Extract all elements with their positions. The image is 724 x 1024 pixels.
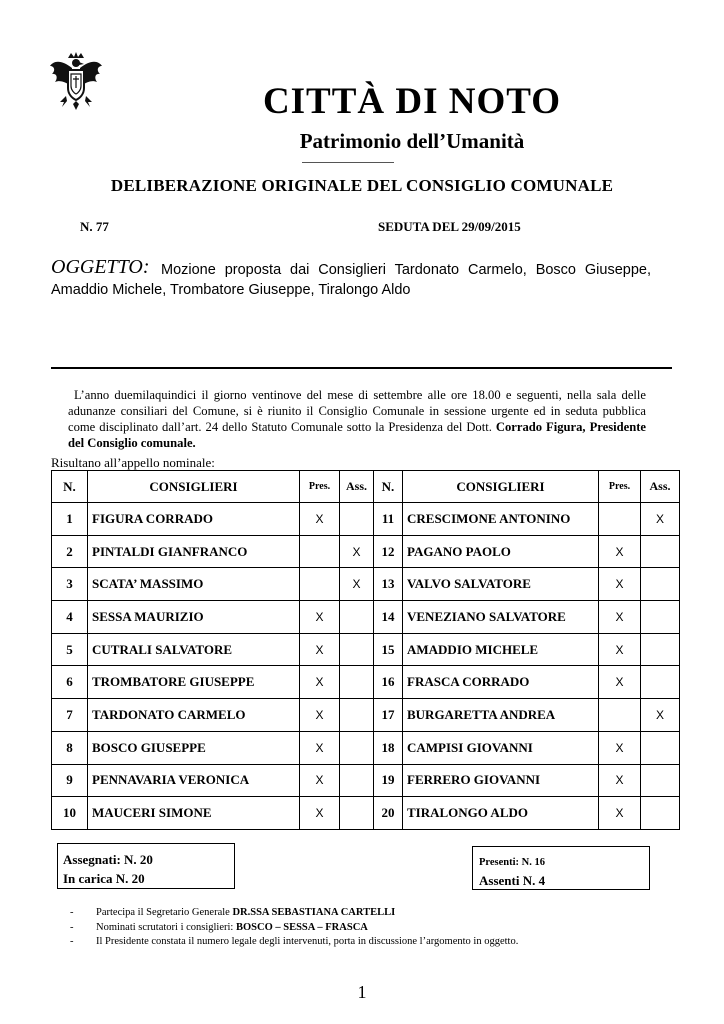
present-mark: X: [599, 633, 641, 666]
present-count: Presenti: N. 16: [479, 857, 545, 868]
present-mark: X: [300, 503, 340, 536]
absent-mark: X: [340, 568, 374, 601]
councillor-name: TIRALONGO ALDO: [403, 797, 599, 830]
intro-paragraph: [68, 387, 646, 451]
title-divider: [302, 162, 394, 163]
list-item: - Il Presidente constata il numero legale degli intervenuti, porta in discussione l’argomento in oggetto.: [70, 936, 519, 947]
present-mark: X: [300, 731, 340, 764]
subject-text: Mozione proposta dai Consiglieri Tardonato Carmelo, Bosco Giuseppe, Amaddio Michele, Trombatore Giuseppe, Tiralongo Aldo: [51, 262, 651, 298]
table-row: [52, 699, 680, 732]
present-mark: [300, 535, 340, 568]
header-present: Pres.: [599, 471, 641, 503]
councillor-name: AMADDIO MICHELE: [403, 633, 599, 666]
present-mark: X: [300, 633, 340, 666]
councillor-name: CRESCIMONE ANTONINO: [403, 503, 599, 536]
present-mark: X: [300, 601, 340, 634]
header-present: Pres.: [300, 471, 340, 503]
council-attendance-table: [51, 470, 680, 830]
table-row: [52, 568, 680, 601]
header-number: N.: [374, 471, 403, 503]
councillor-name: VENEZIANO SALVATORE: [403, 601, 599, 634]
header-councillor: CONSIGLIERI: [88, 471, 300, 503]
assigned-count: Assegnati: N. 20: [63, 852, 153, 867]
councillor-number: 13: [374, 568, 403, 601]
absent-mark: [641, 666, 680, 699]
councillor-number: 1: [52, 503, 88, 536]
table-row: [52, 666, 680, 699]
present-mark: X: [599, 568, 641, 601]
absent-mark: [641, 731, 680, 764]
councillor-name: FERRERO GIOVANNI: [403, 764, 599, 797]
present-mark: X: [599, 666, 641, 699]
in-office-count: In carica N. 20: [63, 871, 145, 886]
councillor-number: 19: [374, 764, 403, 797]
councillor-name: BURGARETTA ANDREA: [403, 699, 599, 732]
document-title: CITTÀ DI NOTO: [262, 81, 562, 122]
table-row: [52, 503, 680, 536]
councillor-number: 5: [52, 633, 88, 666]
absent-mark: [340, 633, 374, 666]
councillor-name: PAGANO PAOLO: [403, 535, 599, 568]
header-councillor: CONSIGLIERI: [403, 471, 599, 503]
present-mark: X: [599, 764, 641, 797]
councillor-name: CAMPISI GIOVANNI: [403, 731, 599, 764]
deliberation-number: N. 77: [80, 219, 109, 234]
present-mark: X: [300, 666, 340, 699]
present-mark: X: [300, 764, 340, 797]
absent-mark: X: [641, 699, 680, 732]
councillor-number: 4: [52, 601, 88, 634]
intro-president: Corrado Figura, Presidente del Consiglio comunale.: [68, 420, 647, 450]
councillor-number: 17: [374, 699, 403, 732]
councillor-number: 15: [374, 633, 403, 666]
absent-mark: [641, 797, 680, 830]
councillor-name: TROMBATORE GIUSEPPE: [88, 666, 300, 699]
section-divider: [51, 367, 672, 369]
councillor-name: SCATA’ MASSIMO: [88, 568, 300, 601]
absent-mark: [340, 797, 374, 830]
table-row: [52, 633, 680, 666]
councillor-number: 9: [52, 764, 88, 797]
present-mark: X: [599, 731, 641, 764]
councillor-name: SESSA MAURIZIO: [88, 601, 300, 634]
councillor-number: 20: [374, 797, 403, 830]
absent-mark: [641, 633, 680, 666]
table-row: [52, 601, 680, 634]
councillor-number: 11: [374, 503, 403, 536]
absent-mark: [340, 601, 374, 634]
table-header-row: [52, 471, 680, 503]
councillor-number: 18: [374, 731, 403, 764]
absent-mark: [340, 764, 374, 797]
header-absent: Ass.: [641, 471, 680, 503]
page-number: 1: [357, 982, 367, 1002]
councillor-number: 3: [52, 568, 88, 601]
subject-label: OGGETTO:: [51, 256, 150, 278]
councillor-name: PINTALDI GIANFRANCO: [88, 535, 300, 568]
table-row: [52, 764, 680, 797]
list-item: - Partecipa il Segretario Generale DR.SSA SEBASTIANA CARTELLI: [70, 907, 396, 918]
absent-mark: [340, 699, 374, 732]
secretary-name: DR.SSA SEBASTIANA CARTELLI: [232, 907, 396, 918]
present-mark: [300, 568, 340, 601]
councillor-number: 16: [374, 666, 403, 699]
councillor-number: 6: [52, 666, 88, 699]
absent-mark: [641, 764, 680, 797]
councillor-name: VALVO SALVATORE: [403, 568, 599, 601]
councillor-number: 14: [374, 601, 403, 634]
table-row: [52, 731, 680, 764]
header-absent: Ass.: [340, 471, 374, 503]
intro-text: L’anno duemilaquindici il giorno ventinove del mese di settembre alle ore 18.00 e seguenti, nella sala delle adunanze consiliari del Comune, si è riunito il Consiglio Comunale in sessione urgente ed in seduta pubblica come disciplinato dall’art. 24 dello Statuto Comunale sotto la Presidenza del Dott.: [68, 388, 646, 434]
absent-mark: [340, 731, 374, 764]
councillor-name: BOSCO GIUSEPPE: [88, 731, 300, 764]
absent-mark: X: [340, 535, 374, 568]
present-mark: X: [599, 601, 641, 634]
session-date: SEDUTA DEL 29/09/2015: [378, 219, 521, 234]
header-number: N.: [52, 471, 88, 503]
absent-mark: [641, 535, 680, 568]
deliberation-heading: DELIBERAZIONE ORIGINALE DEL CONSIGLIO COMUNALE: [110, 176, 614, 195]
document-subtitle: Patrimonio dell’Umanità: [299, 129, 525, 153]
roll-call-label: Risultano all’appello nominale:: [51, 455, 215, 470]
absent-mark: [340, 503, 374, 536]
attendance-summary-box: [472, 846, 650, 890]
absent-mark: [340, 666, 374, 699]
present-mark: X: [599, 535, 641, 568]
councillor-number: 8: [52, 731, 88, 764]
present-mark: [599, 503, 641, 536]
councillor-number: 2: [52, 535, 88, 568]
councillor-number: 7: [52, 699, 88, 732]
councillor-name: FIGURA CORRADO: [88, 503, 300, 536]
assigned-summary-box: [57, 843, 235, 889]
absent-mark: X: [641, 503, 680, 536]
councillor-name: CUTRALI SALVATORE: [88, 633, 300, 666]
councillor-name: MAUCERI SIMONE: [88, 797, 300, 830]
councillor-number: 10: [52, 797, 88, 830]
table-row: [52, 535, 680, 568]
absent-count: Assenti N. 4: [479, 873, 546, 888]
councillor-name: PENNAVARIA VERONICA: [88, 764, 300, 797]
councillor-name: FRASCA CORRADO: [403, 666, 599, 699]
present-mark: X: [300, 699, 340, 732]
present-mark: [599, 699, 641, 732]
list-item: - Nominati scrutatori i consiglieri: BOSCO – SESSA – FRASCA: [70, 921, 368, 933]
table-row: [52, 797, 680, 830]
councillor-number: 12: [374, 535, 403, 568]
absent-mark: [641, 601, 680, 634]
notes-list: [70, 906, 518, 950]
present-mark: X: [599, 797, 641, 830]
scrutineer-names: BOSCO – SESSA – FRASCA: [235, 921, 368, 933]
present-mark: X: [300, 797, 340, 830]
absent-mark: [641, 568, 680, 601]
councillor-name: TARDONATO CARMELO: [88, 699, 300, 732]
